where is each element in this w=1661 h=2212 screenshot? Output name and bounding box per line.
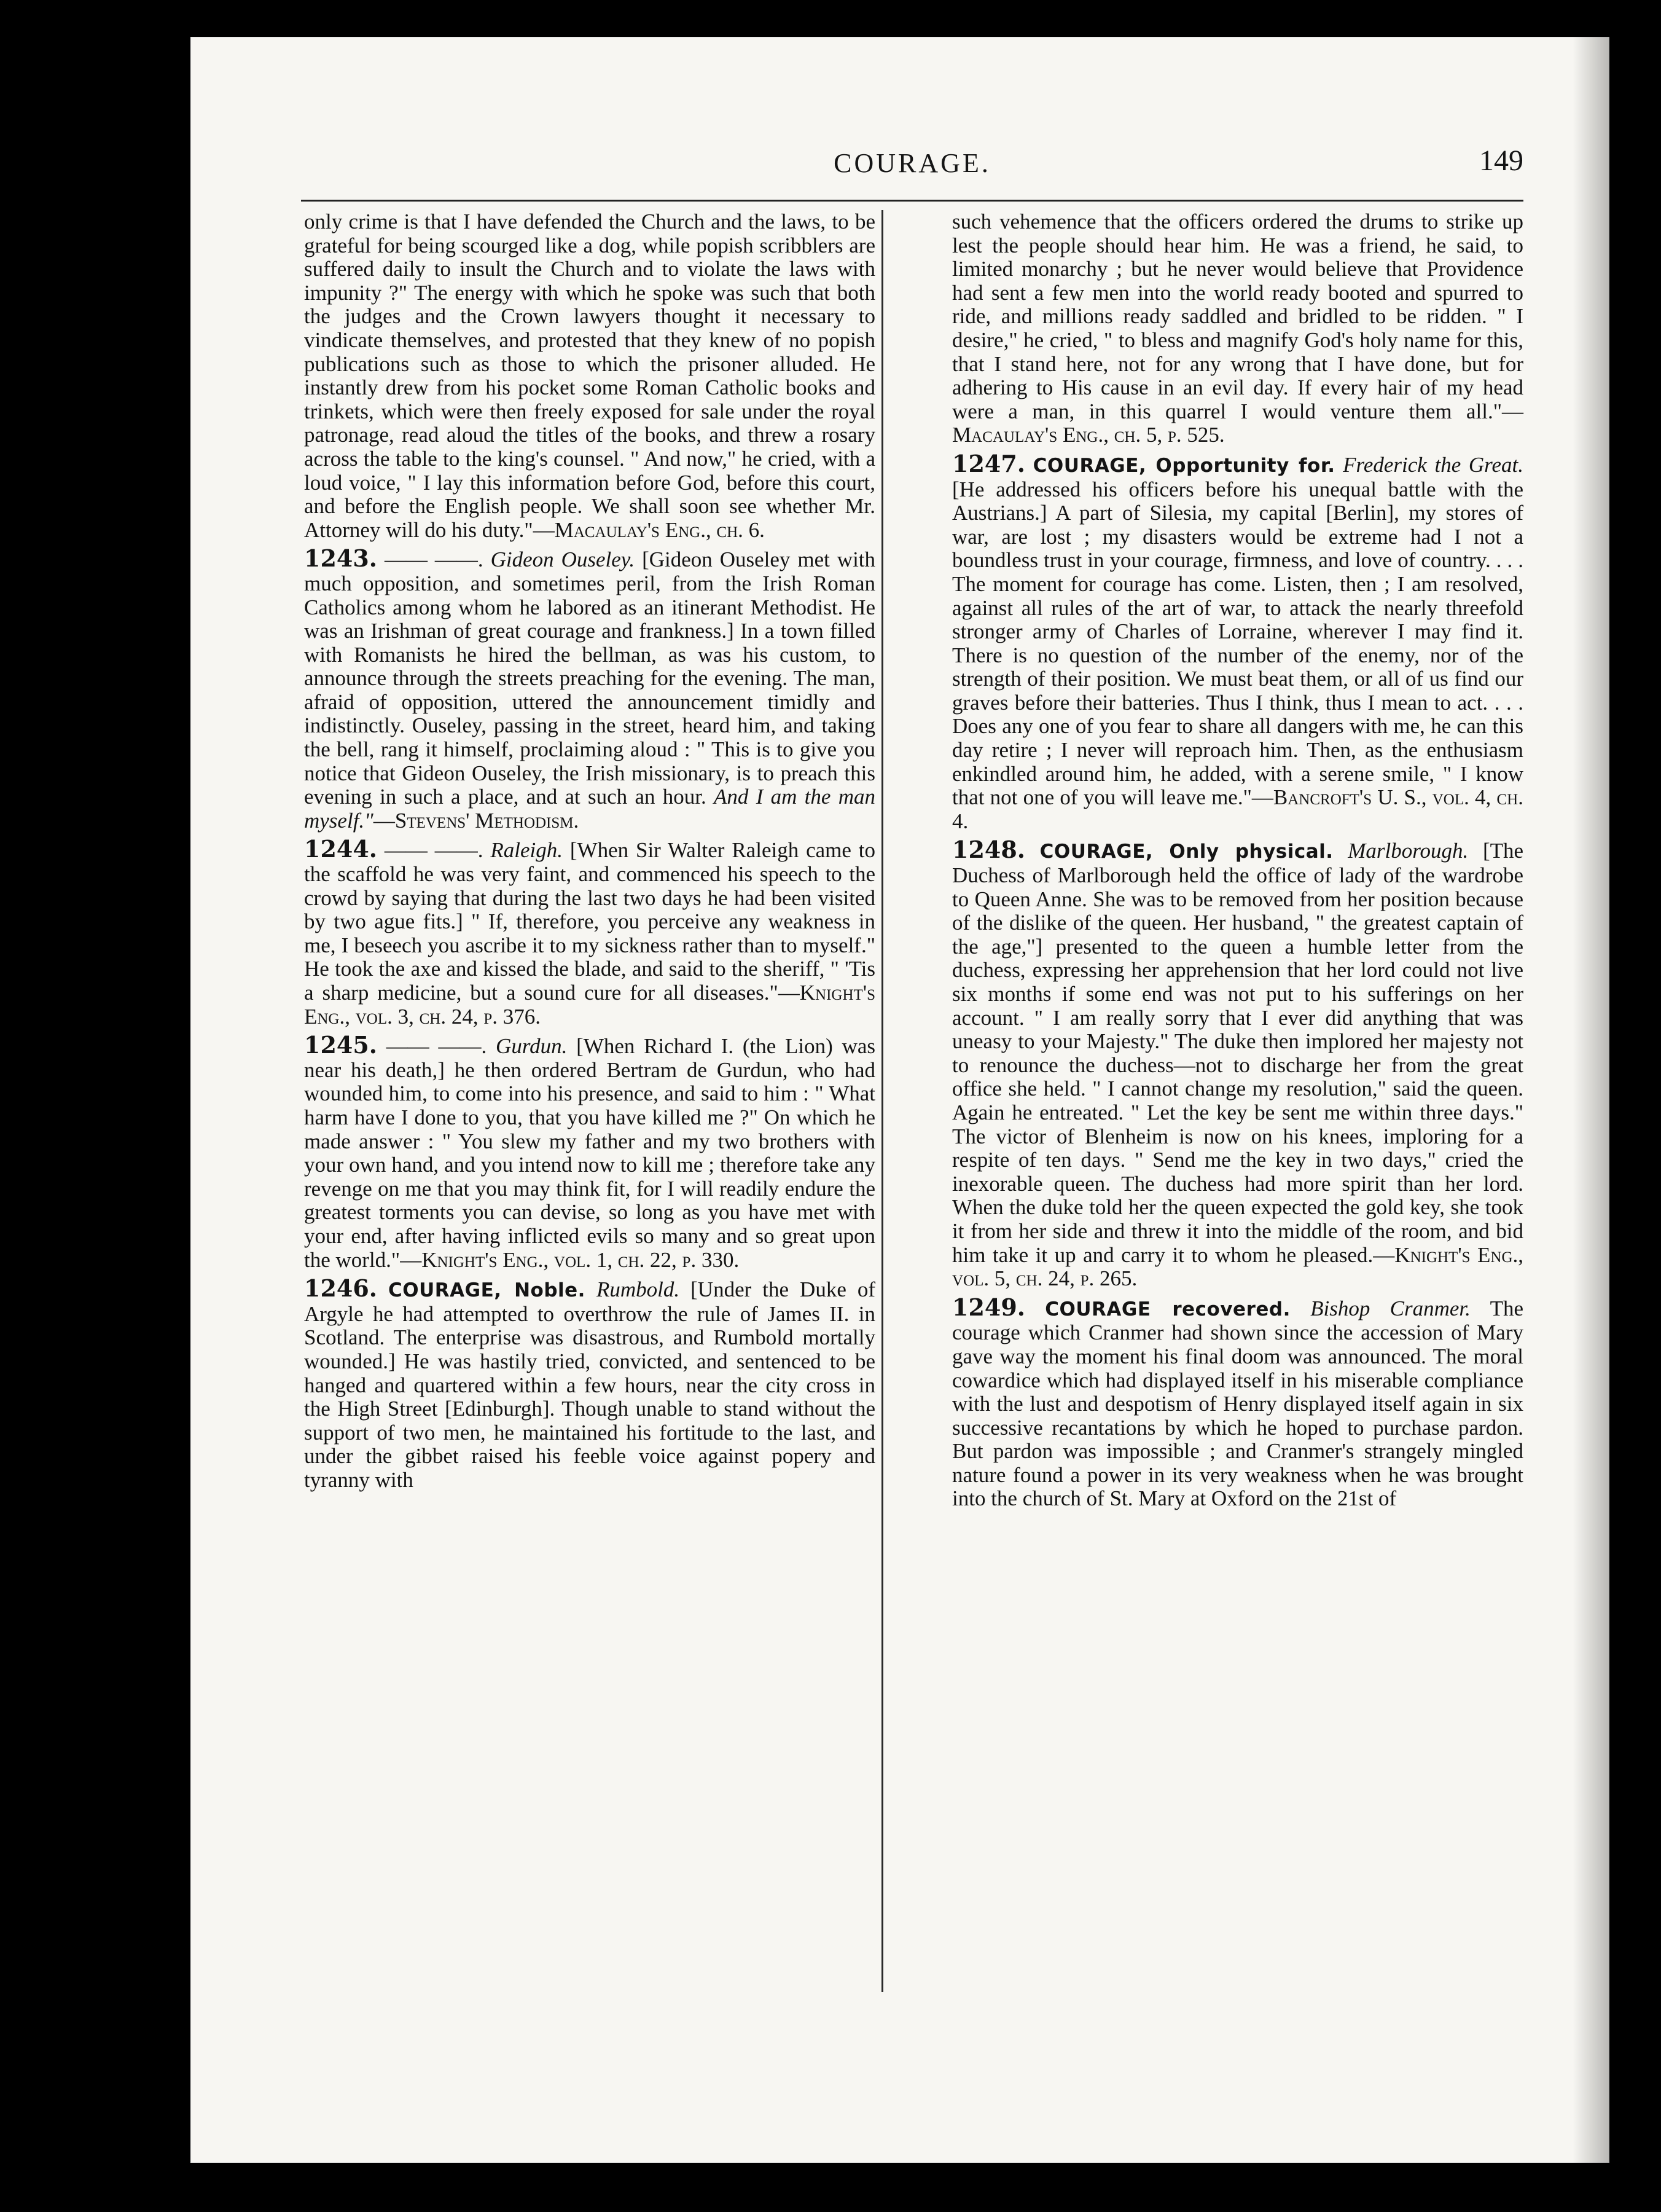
entry-number: 1245. xyxy=(304,1031,377,1059)
right-column xyxy=(952,210,1523,1516)
entry-text: [When Richard I. (the Lion) was near his death,] he then ordered Bertram de Gurdun, who had wounded him, to come into his presence, and said to him : " What harm have I done to you, that you have killed me ?" On which he made answer : " You slew my father and my two brothers with your own hand, and you intend now to kill me ; therefore take any revenge on me that you may think fit, for I will readily endure the greatest torments you can devise, so long as you have met with your end, after having inflicted evils so many and so great upon the world." xyxy=(304,1034,876,1272)
entry-1246 xyxy=(304,1274,876,1492)
entry-1247 xyxy=(952,449,1524,834)
column-divider xyxy=(881,210,883,1992)
entry-number: 1247. xyxy=(952,449,1025,477)
entry-subject: Marlborough. xyxy=(1348,839,1469,863)
entry-subject: Bishop Cranmer. xyxy=(1310,1296,1471,1320)
entry-subject: Raleigh. xyxy=(490,838,563,863)
continuation-paragraph xyxy=(304,210,875,542)
entry-number: 1244. xyxy=(304,835,377,863)
entry-subject: Rumbold. xyxy=(596,1277,680,1302)
entry-1248 xyxy=(952,838,1523,1290)
entry-topic: COURAGE, Only physical. xyxy=(1039,841,1334,863)
entry-topic: COURAGE recovered. xyxy=(1045,1298,1291,1320)
citation: —Macaulay's Eng., ch. 6. xyxy=(533,517,765,542)
entry-text: [Under the Duke of Argyle he had attempted to overthrow the rule of James II. in Scotland. The enterprise was disastrous, and Rumbold mortally wounded.] He was hastily tried, convicted, and sentenced to be hanged and quartered within a few hours, near the city cross in the High Street [Edinburgh]. Though unable to stand without the support of two men, he maintained his fortitude to the last, and under the gibbet raised his feeble voice against popery and tyranny with xyxy=(304,1277,876,1492)
entry-subject: Gurdun. xyxy=(496,1034,568,1059)
entry-number: 1246. xyxy=(304,1274,377,1303)
citation: —Stevens' Methodism. xyxy=(373,808,579,833)
citation: —Bancroft's U. S., vol. 4, ch. 4. xyxy=(952,785,1523,833)
entry-topic: —— ——. xyxy=(384,547,483,572)
continuation-paragraph xyxy=(952,210,1523,447)
page-number: 149 xyxy=(1479,144,1523,177)
entry-topic: —— ——. xyxy=(386,1034,487,1059)
citation: —Knight's Eng., vol. 1, ch. 22, p. 330. xyxy=(400,1247,740,1272)
running-header xyxy=(301,141,1523,190)
citation: —Macaulay's Eng., ch. 5, p. 525. xyxy=(952,399,1523,447)
entry-text: [The Duchess of Marlborough held the office of lady of the wardrobe to Queen Anne. She was to be removed from her position because of the dislike of the queen. Her husband, " the greatest captain of the age,"] presented to the queen a humble letter from the duchess, expressing her apprehension that her lord could not live six months if some end was not put to his sufferings on her account. " I am really sorry that I ever did anything that was uneasy to your Majesty." The duke then implored her majesty not to renounce the duchess—not to discharge her from the great office she held. " I cannot change my resolution," said the queen. Again he entreated. " Let the key be sent me within three days." The victor of Blenheim is now on his knees, imploring for a respite of ten days. " Send me the key in two days," cried the inexorable queen. The duchess had more spirit than her lord. When the duke told her the queen expected the gold key, she took it from her side and threw it into the middle of the room, and bid him take it up and carry it to whom he pleased. xyxy=(952,839,1524,1267)
entry-number: 1248. xyxy=(952,836,1025,864)
page-edge-shadow xyxy=(1573,37,1609,2163)
entry-number: 1243. xyxy=(304,544,377,573)
citation: —Knight's Eng., vol. 5, ch. 24, p. 265. xyxy=(952,1242,1524,1291)
entry-1244 xyxy=(304,837,875,1029)
entry-number: 1249. xyxy=(952,1293,1025,1321)
entry-emphasis: And I am the man myself." xyxy=(304,785,875,833)
entry-1243 xyxy=(304,544,876,833)
entry-text: [He addressed his officers before his unequal battle with the Austrians.] A part of Silesia, my capital [Berlin], my stores of war, are lost ; my disasters would be extreme had I not a boundless trust in your courage, firmness, and love of country. . . . The moment for courage has come. Listen, then ; I am resolved, against all rules of the art of war, to attack the nearly threefold stronger army of Charles of Lorraine, wherever I may find it. There is no question of the number of the enemy, nor of the strength of their position. We must beat them, or all of us find our graves before their batteries. Thus I think, thus I mean to act. . . . Does any one of you fear to share all dangers with me, he can this day retire ; I never will reproach him. Then, as the enthusiasm enkindled around him, he added, with a serene smile, " I know that not one of you will leave me." xyxy=(952,477,1523,810)
entry-topic: COURAGE, Noble. xyxy=(388,1279,585,1302)
entry-topic: —— ——. xyxy=(384,838,483,863)
continuation-text: only crime is that I have defended the Church and the laws, to be grateful for being scourged like a dog, while popish scribblers are suffered daily to insult the Church and to violate the laws with impunity ?" The energy with which he spoke was such that both the judges and the Crown lawyers thought it necessary to vindicate themselves, and protested that they knew of no popish publications such as those to which the prisoner alluded. He instantly drew from his pocket some Roman Catholic books and trinkets, which were then freely exposed for sale under the royal patronage, read aloud the titles of the books, and threw a rosary across the table to the king's counsel. " And now," he cried, with a loud voice, " I lay this information before God, before this court, and before the English people. We shall soon see whether Mr. Attorney will do his duty." xyxy=(304,210,875,542)
scanned-book-page xyxy=(190,37,1609,2163)
entry-text: [Gideon Ouseley met with much opposition, and sometimes peril, from the Irish Roman Catholics among whom he labored as an itinerant Methodist. He was an Irishman of great courage and frankness.] In a town filled with Romanists he hired the bellman, as was his custom, to announce through the streets preaching for the evening. The man, afraid of opposition, uttered the announcement timidly and indistinctly. Ouseley, passing in the street, heard him, and taking the bell, rang it himself, proclaiming aloud : " This is to give you notice that Gideon Ouseley, the Irish missionary, is to preach this evening in such a place, and at such an hour. xyxy=(304,547,876,809)
entry-text: The courage which Cranmer had shown since the accession of Mary gave way the moment his final doom was announced. The moral cowardice which had displayed itself in his miserable compliance with the lust and despotism of Henry displayed itself again in six successive recantations by which he hoped to purchase pardon. But pardon was impossible ; and Cranmer's strangely mingled nature found a power in its very weakness when he was brought into the church of St. Mary at Oxford on the 21st of xyxy=(952,1296,1524,1511)
page-title: COURAGE. xyxy=(834,148,991,178)
entry-subject: Gideon Ouseley. xyxy=(490,547,635,572)
entry-text: [When Sir Walter Raleigh came to the scaffold he was very faint, and commenced his speech to the crowd by saying that during the last two days he had been visited by two ague fits.] " If, therefore, you perceive any weakness in me, I beseech you ascribe it to my sickness rather than to myself." He took the axe and kissed the blade, and said to the sheriff, " 'Tis a sharp medicine, but a sound cure for all diseases." xyxy=(304,838,875,1005)
header-rule xyxy=(301,200,1523,202)
entry-1245 xyxy=(304,1033,875,1272)
entry-1249 xyxy=(952,1293,1524,1511)
citation: —Knight's Eng., vol. 3, ch. 24, p. 376. xyxy=(304,981,875,1029)
entry-topic: COURAGE, Opportunity for. xyxy=(1033,454,1335,477)
entry-subject: Frederick the Great. xyxy=(1343,452,1524,477)
left-column xyxy=(304,210,875,1497)
continuation-text: such vehemence that the officers ordered the drums to strike up lest the people should hear him. He was a friend, he said, to limited monarchy ; but he never would believe that Providence had sent a few men into the world ready booted and spurred to ride, and millions ready saddled and bridled to be ridden. " I desire," he cried, " to bless and magnify God's holy name for this, that I stand here, not for any wrong that I have done, but for adhering to His cause in an evil day. If every hair of my head were a man, in this quarrel I would venture them all." xyxy=(952,210,1523,423)
